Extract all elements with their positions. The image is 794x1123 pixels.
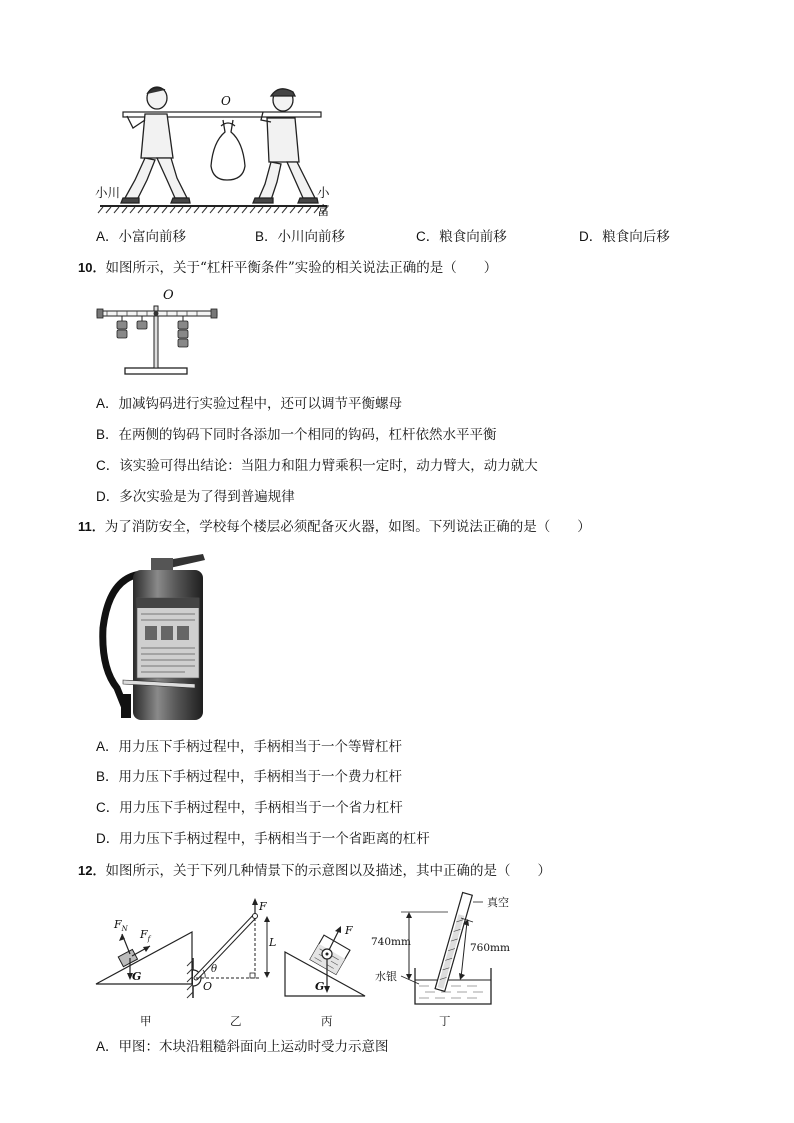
q12-figure-jia bbox=[92, 912, 197, 992]
q12-figure-ding bbox=[373, 888, 523, 1008]
normal-force-label: $F_N$ bbox=[114, 918, 128, 934]
incline-cup-diagram bbox=[283, 918, 368, 1000]
gravity-label: G bbox=[132, 970, 142, 983]
height-740-label: 740mm bbox=[371, 936, 411, 948]
q10-figure bbox=[95, 288, 220, 378]
left-person-figure bbox=[121, 87, 190, 203]
q10-option-d[interactable]: D．多次实验是为了得到普遍规律 bbox=[96, 489, 295, 505]
q12-figure-yi bbox=[183, 898, 278, 1003]
q11-option-c[interactable]: C．用力压下手柄过程中，手柄相当于一个省力杠杆 bbox=[96, 800, 403, 816]
q12-figure-bing bbox=[283, 918, 368, 1000]
q9-figure bbox=[95, 80, 335, 218]
q11-option-a[interactable]: A．用力压下手柄过程中，手柄相当于一个等臂杠杆 bbox=[96, 739, 403, 755]
hinged-rod-diagram bbox=[183, 898, 278, 1003]
caption-jia: 甲 bbox=[140, 1014, 152, 1028]
q10-option-b[interactable]: B．在两侧的钩码下同时各添加一个相同的钩码，杠杆依然水平平衡 bbox=[96, 427, 497, 443]
q12-option-a[interactable]: A．甲图：木块沿粗糙斜面向上运动时受力示意图 bbox=[96, 1039, 389, 1055]
q12-stem: 12．如图所示，关于下列几种情景下的示意图以及描述，其中正确的是（ ） bbox=[78, 863, 551, 879]
friction-force-label: $F_f$ bbox=[140, 928, 151, 944]
q9-option-b[interactable]: B．小川向前移 bbox=[255, 229, 346, 245]
incline-block-diagram bbox=[92, 912, 197, 992]
angle-label: θ bbox=[211, 964, 218, 975]
lever-balance-apparatus bbox=[95, 288, 220, 378]
q11-figure bbox=[95, 548, 215, 723]
carrying-pole-illustration bbox=[95, 80, 335, 215]
lever-pivot-label: O bbox=[163, 288, 174, 303]
bing-gravity-label: G bbox=[315, 980, 325, 993]
arm-length-label: L bbox=[269, 936, 277, 949]
caption-ding: 丁 bbox=[439, 1014, 451, 1028]
vacuum-label: 真空 bbox=[487, 896, 509, 909]
left-person-label: 小川 bbox=[95, 185, 121, 200]
length-760-label: 760mm bbox=[470, 942, 510, 954]
q11-stem: 11．为了消防安全，学校每个楼层必须配备灭火器，如图。下列说法正确的是（ ） bbox=[78, 519, 591, 535]
grain-bag bbox=[211, 120, 245, 180]
q9-option-d[interactable]: D．粮食向后移 bbox=[579, 229, 670, 245]
bing-force-label: F bbox=[345, 924, 353, 937]
mercury-label: 水银 bbox=[375, 970, 397, 983]
fire-extinguisher-photo bbox=[95, 548, 215, 723]
right-person-label: 小富 bbox=[317, 185, 330, 218]
caption-bing: 丙 bbox=[321, 1014, 333, 1028]
yi-force-label: F bbox=[259, 900, 267, 913]
q10-option-a[interactable]: A．加减钩码进行实验过程中，还可以调节平衡螺母 bbox=[96, 396, 403, 412]
q10-stem: 10．如图所示，关于“杠杆平衡条件”实验的相关说法正确的是（ ） bbox=[78, 260, 498, 276]
q9-option-a[interactable]: A．小富向前移 bbox=[96, 229, 187, 245]
q9-option-c[interactable]: C．粮食向前移 bbox=[416, 229, 507, 245]
right-person-figure bbox=[253, 89, 318, 203]
hinge-label: O bbox=[203, 980, 213, 993]
q11-option-b[interactable]: B．用力压下手柄过程中，手柄相当于一个费力杠杆 bbox=[96, 769, 403, 785]
q10-option-c[interactable]: C．该实验可得出结论：当阻力和阻力臂乘积一定时，动力臂大，动力就大 bbox=[96, 458, 538, 474]
q11-option-d[interactable]: D．用力压下手柄过程中，手柄相当于一个省距离的杠杆 bbox=[96, 831, 430, 847]
caption-yi: 乙 bbox=[230, 1014, 242, 1028]
pivot-label: O bbox=[221, 94, 231, 108]
